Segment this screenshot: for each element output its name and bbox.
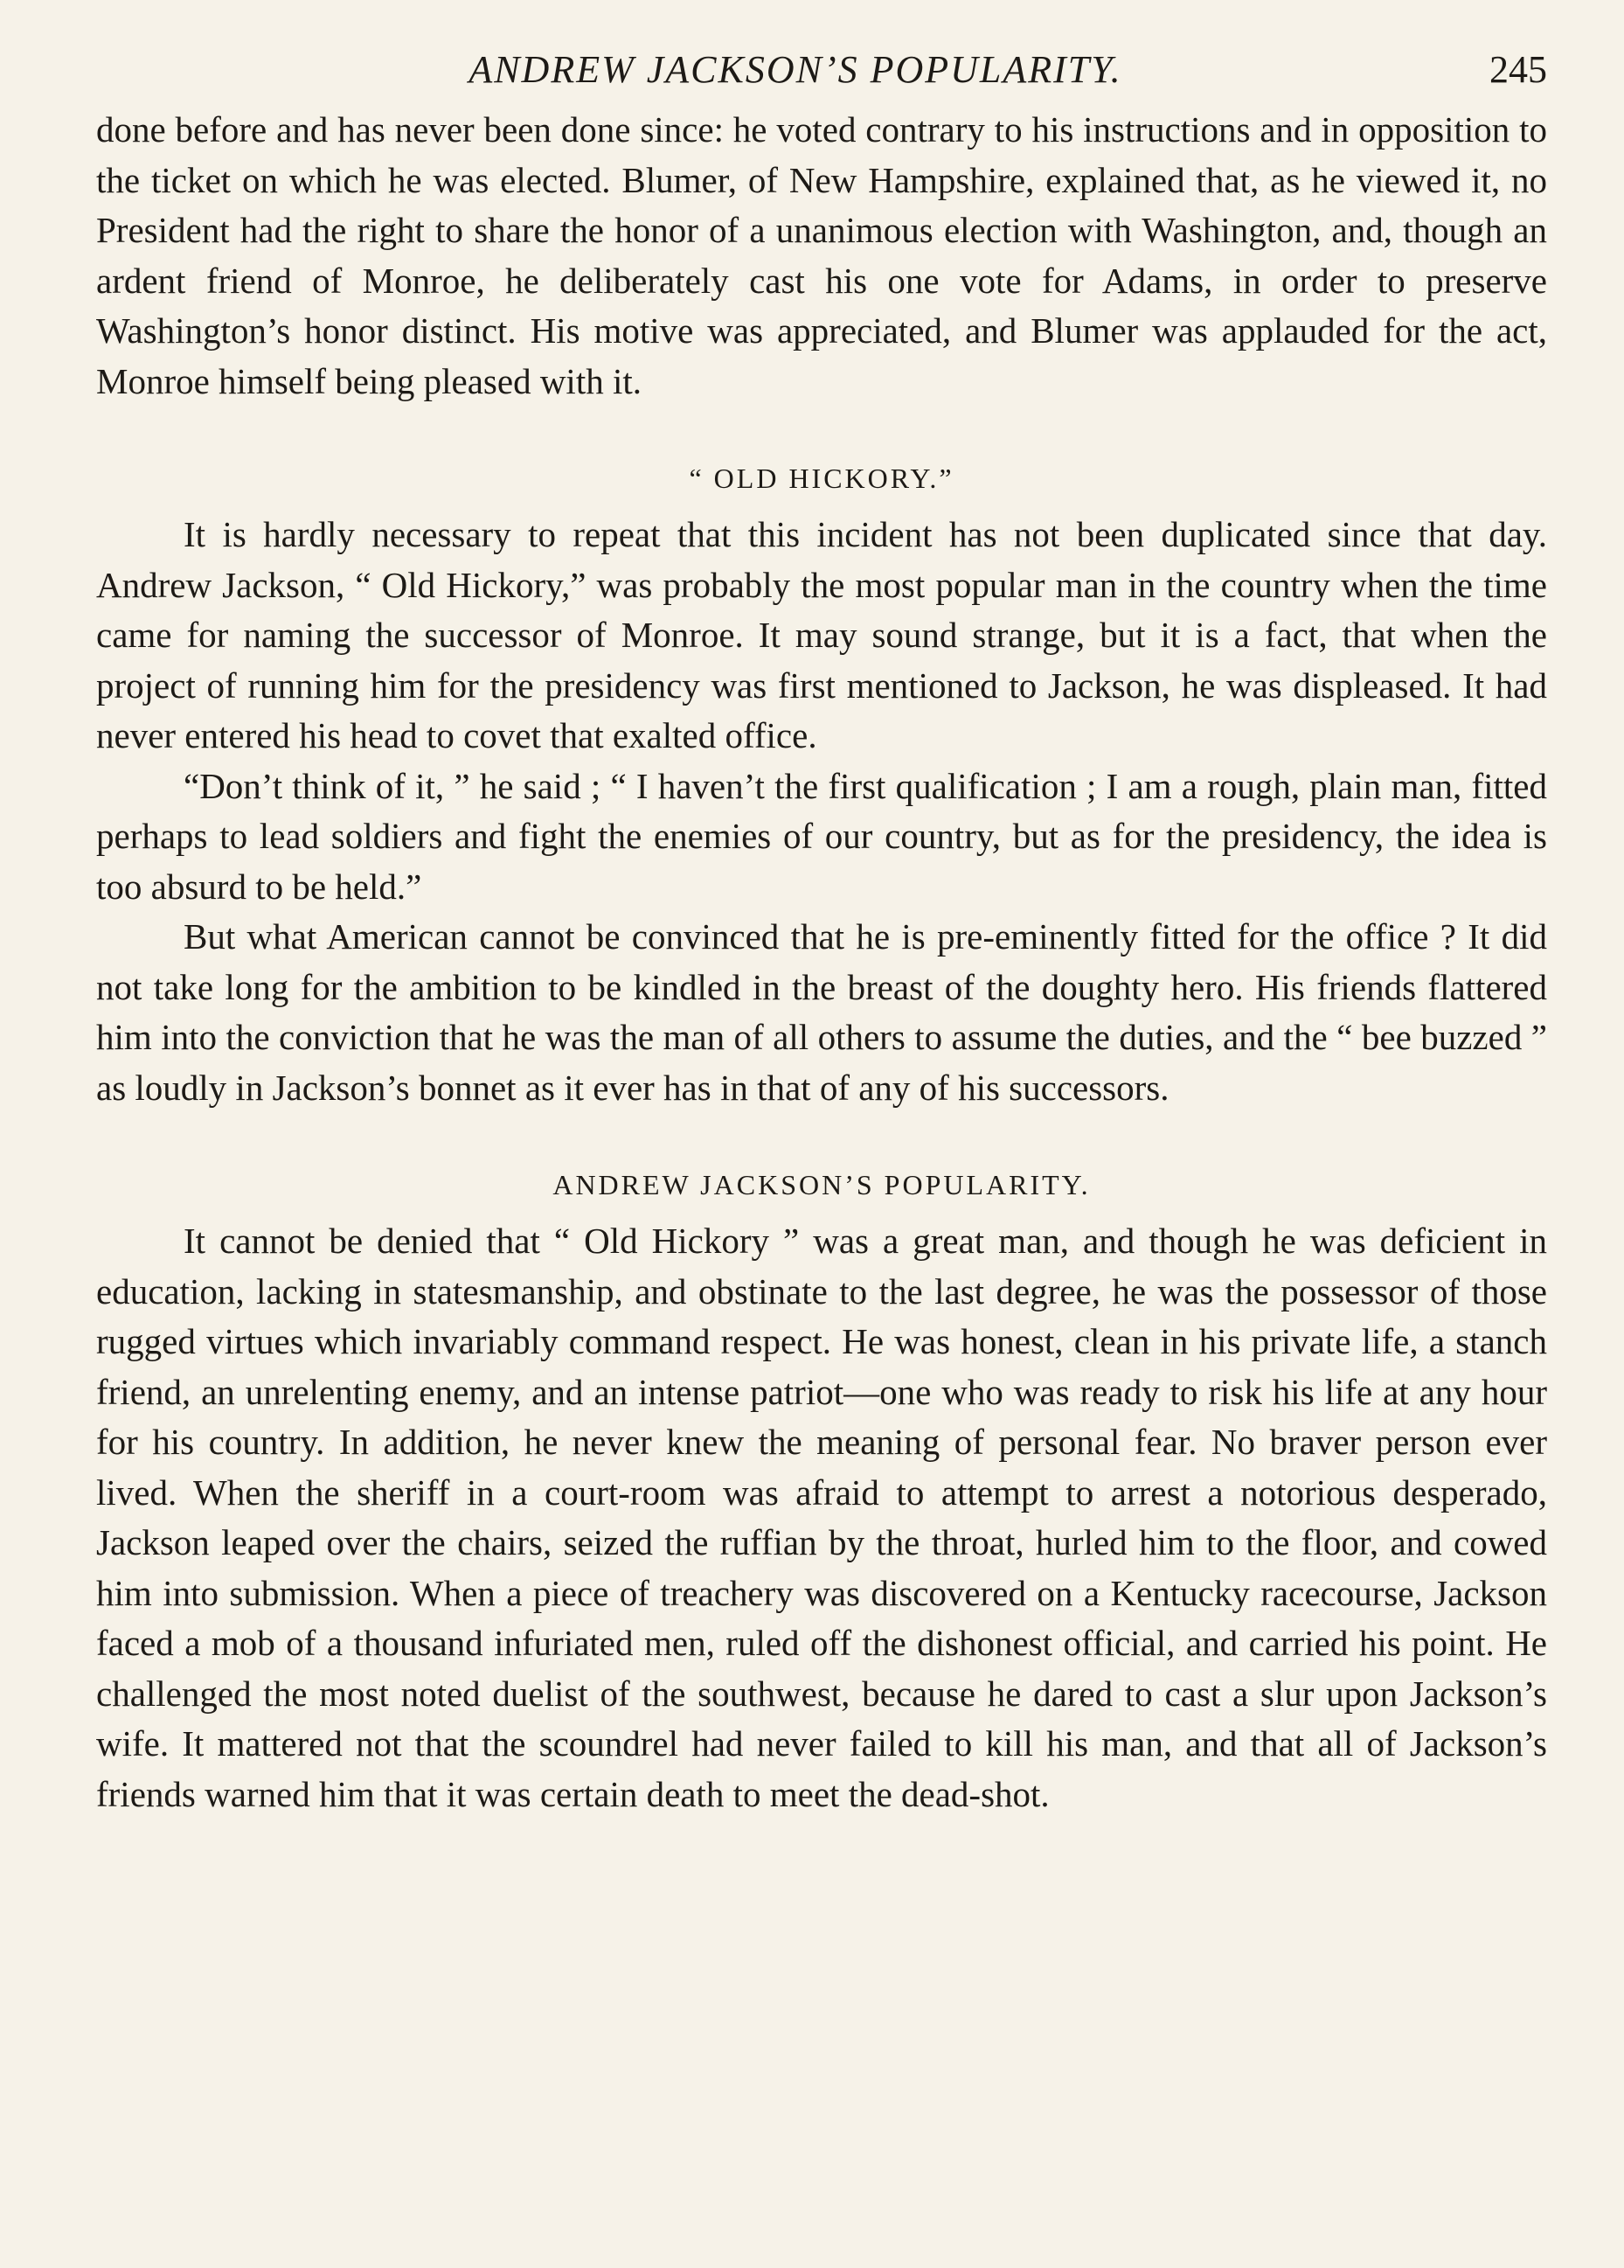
paragraph-jackson-popularity-1: It cannot be denied that “ Old Hickory ” was a great man, and though he was deficient in education, lacking in statesmanship, and obstinate to the last degree, he was the possessor of those rugged virtues which invariably command respect. He was honest, clean in his private life, a stanch friend, an unrelenting enemy, and an intense patriot—one who was ready to risk his life at any hour for his country. In addition, he never knew the meaning of personal fear. No braver person ever lived. When the sheriff in a court-room was afraid to attempt to arrest a notorious desperado, Jackson leaped over the chairs, seized the ruffian by the throat, hurled him to the floor, and cowed him into submission. When a piece of treachery was discovered on a Kentucky racecourse, Jackson faced a mob of a thousand infuriated men, ruled off the dishonest official, and carried his point. He challenged the most noted duelist of the southwest, because he dared to cast a slur upon Jackson’s wife. It mattered not that the scoundrel had never failed to kill his man, and that all of Jackson’s friends warned him that it was certain death to meet the dead-shot. (96, 1221, 1547, 1814)
page-number: 245 (1489, 48, 1547, 91)
running-title: ANDREW JACKSON’S POPULARITY. (468, 48, 1122, 91)
paragraph-old-hickory-1: It is hardly necessary to repeat that this incident has not been duplicated since that day. Andrew Jackson, “ Old Hickory,” was probably the most popular man in the country when the time came for naming the successor of Monroe. It may sound strange, but it is a fact, that when the project of running him for the presidency was first mentioned to Jackson, he was displeased. It had never entered his head to covet that exalted office. (96, 514, 1547, 755)
section-heading-jackson-popularity: ANDREW JACKSON’S POPULARITY. (552, 1169, 1091, 1200)
paragraph-old-hickory-2: “Don’t think of it, ” he said ; “ I haven’t the first qualification ; I am a rough, plain man, fitted perhaps to lead soldiers and fight the enemies of our country, but as for the presidency, the idea is too absurd to be held.” (96, 765, 1547, 907)
section-heading-old-hickory: “ OLD HICKORY.” (689, 463, 954, 494)
paragraph-intro: done before and has never been done since: he voted contrary to his instructions and in opposition to the ticket on which he was elected. Blumer, of New Hampshire, explained that, as he viewed it, no President had the right to share the honor of a unanimous election with Washington, and, though an ardent friend of Monroe, he deliberately cast his one vote for Adams, in order to preserve Washington’s honor distinct. His motive was appreciated, and Blumer was applauded for the act, Monroe himself being pleased with it. (96, 109, 1547, 401)
paragraph-old-hickory-3: But what American cannot be convinced that he is pre-eminently fitted for the office ? It did not take long for the ambition to be kindled in the breast of the doughty hero. His friends flattered him into the conviction that he was the man of all others to assume the duties, and the “ bee buzzed ” as loudly in Jackson’s bonnet as it ever has in that of any of his successors. (96, 916, 1547, 1108)
running-head (96, 35, 1547, 105)
book-page (96, 35, 1547, 2238)
